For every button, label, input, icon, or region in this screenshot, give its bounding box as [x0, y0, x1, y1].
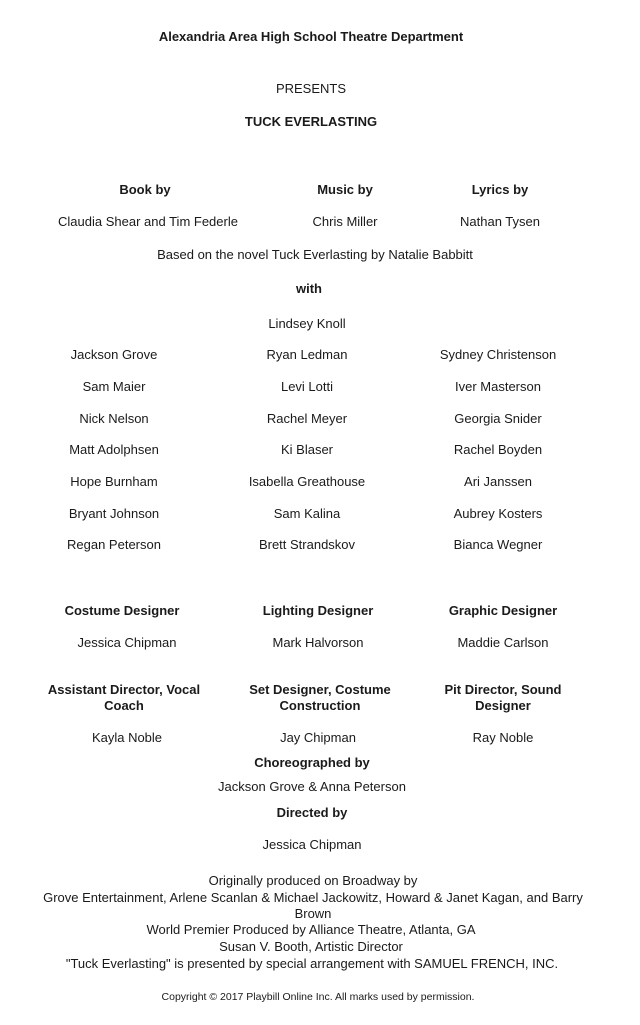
cast-member: Isabella Greathouse [248, 474, 366, 489]
cast-member: Aubrey Kosters [453, 506, 543, 521]
world-premiere-line: World Premier Produced by Alliance Theatre, Atlanta, GA [146, 922, 476, 937]
directed-label: Directed by [276, 805, 348, 820]
arrangement-line: "Tuck Everlasting" is presented by special arrangement with SAMUEL FRENCH, INC. [65, 956, 559, 971]
pit-director-name: Ray Noble [472, 730, 534, 745]
cast-member: Iver Masterson [455, 379, 541, 394]
show-title: TUCK EVERLASTING [244, 114, 378, 129]
cast-member: Hope Burnham [70, 474, 158, 489]
cast-member: Rachel Meyer [266, 411, 348, 426]
director-name: Jessica Chipman [262, 837, 362, 852]
org-name: Alexandria Area High School Theatre Department [158, 29, 464, 44]
set-designer-name: Jay Chipman [280, 730, 356, 745]
assistant-director-name: Kayla Noble [91, 730, 163, 745]
choreographer-names: Jackson Grove & Anna Peterson [218, 779, 406, 794]
cast-member: Sam Kalina [273, 506, 341, 521]
cast-member: Nick Nelson [79, 411, 149, 426]
with-label: with [296, 281, 322, 296]
lighting-designer-label: Lighting Designer [262, 603, 374, 618]
music-names: Chris Miller [312, 214, 378, 229]
cast-member: Bryant Johnson [68, 506, 160, 521]
lyrics-label: Lyrics by [471, 182, 529, 197]
lyrics-names: Nathan Tysen [460, 214, 540, 229]
cast-member: Georgia Snider [454, 411, 542, 426]
cast-member: Sydney Christenson [439, 347, 557, 362]
cast-member: Rachel Boyden [453, 442, 543, 457]
cast-member: Matt Adolphsen [69, 442, 159, 457]
lighting-designer-name: Mark Halvorson [272, 635, 364, 650]
cast-lead: Lindsey Knoll [268, 316, 346, 331]
book-label: Book by [119, 182, 171, 197]
cast-member: Bianca Wegner [453, 537, 543, 552]
cast-member: Regan Peterson [67, 537, 161, 552]
book-names: Claudia Shear and Tim Federle [58, 214, 238, 229]
music-label: Music by [317, 182, 373, 197]
cast-member: Sam Maier [82, 379, 146, 394]
set-designer-label: Set Designer, Costume Construction [249, 682, 391, 713]
cast-member: Jackson Grove [70, 347, 158, 362]
pit-director-label: Pit Director, Sound Designer [444, 682, 562, 713]
cast-member: Ki Blaser [280, 442, 334, 457]
based-on-note: Based on the novel Tuck Everlasting by Natalie Babbitt [157, 247, 473, 262]
broadway-producers: Grove Entertainment, Arlene Scanlan & Michael Jackowitz, Howard & Janet Kagan, and Barry Brown [43, 890, 583, 921]
originally-produced-line: Originally produced on Broadway by [208, 873, 418, 888]
presents-label: PRESENTS [275, 81, 347, 96]
cast-member: Ari Janssen [464, 474, 532, 489]
costume-designer-name: Jessica Chipman [77, 635, 177, 650]
artistic-director-line: Susan V. Booth, Artistic Director [219, 939, 403, 954]
assistant-director-label: Assistant Director, Vocal Coach [47, 682, 201, 713]
graphic-designer-name: Maddie Carlson [457, 635, 549, 650]
cast-member: Ryan Ledman [266, 347, 348, 362]
cast-member: Levi Lotti [280, 379, 334, 394]
choreographed-label: Choreographed by [254, 755, 370, 770]
costume-designer-label: Costume Designer [64, 603, 180, 618]
graphic-designer-label: Graphic Designer [448, 603, 558, 618]
copyright-line: Copyright © 2017 Playbill Online Inc. All marks used by permission. [161, 991, 475, 1003]
cast-member: Brett Strandskov [258, 537, 356, 552]
